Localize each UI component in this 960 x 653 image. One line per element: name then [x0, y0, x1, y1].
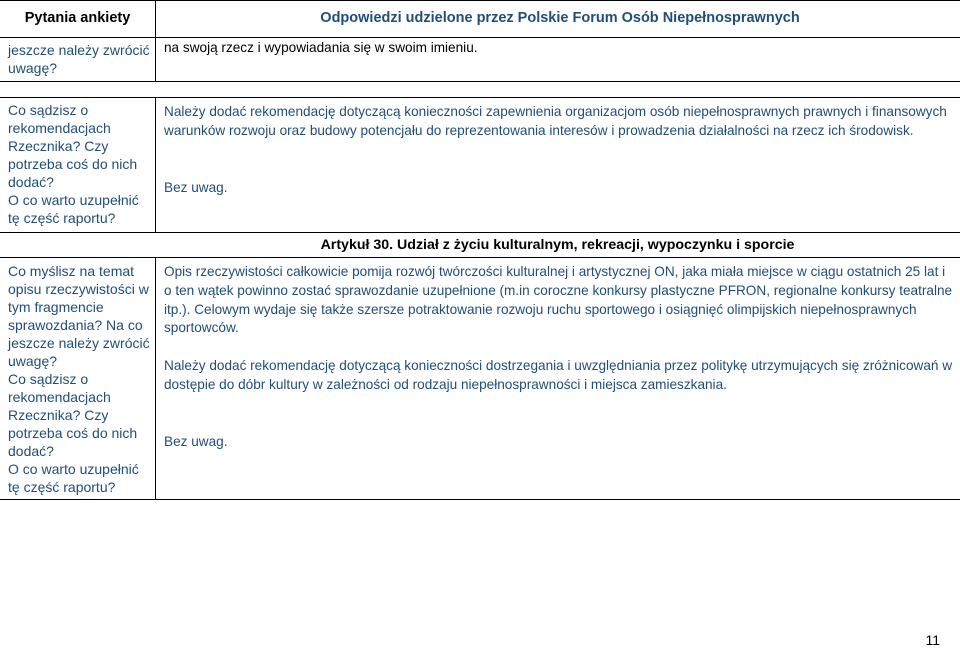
row2-answer-para1: Należy dodać rekomendację dotyczącą konieczności zapewnienia organizacjom osób niepełnosprawnych prawnych i finansowych warunków rozwoju oraz budowy potencjału do reprezentowania interesów i prowadzenia działalności na rzecz ich środowisk.: [164, 104, 947, 138]
row2-border-top: [0, 97, 960, 98]
header-border-bottom: [0, 37, 960, 38]
row1-border-bottom: [0, 81, 960, 82]
col-divider-row3: [155, 257, 156, 500]
article-border-bottom: [0, 257, 960, 258]
page-number: 11: [925, 632, 940, 648]
row3-answer-para1: Opis rzeczywistości całkowicie pomija rozwój twórczości kulturalnej i artystycznej ON, jaka miała miejsce w ciągu ostatnich 25 lat i o ten wątek powinno zostać sprawozdanie uzupełnione (m.in coroczne konkursy plastyczne PFRON, regionalne konkursy teatralne itp.). Celowym wydaje się także szersze potraktowanie rozwoju ruchu sportowego i osiągnięć olimpijskich niepełnosprawnych sportowców.: [164, 264, 953, 336]
col-divider-top: [155, 0, 156, 82]
header-col2-title: Odpowiedzi udzielone przez Polskie Forum Osób Niepełnosprawnych: [320, 10, 800, 26]
row3-answer-para3: Bez uwag.: [164, 433, 228, 449]
row2-border-bottom: [0, 232, 960, 233]
row1-answer: na swoją rzecz i wypowiadania się w swoim imieniu.: [164, 40, 478, 55]
row2-answer-para2: Bez uwag.: [164, 179, 228, 195]
table-border-top: [0, 0, 960, 1]
row3-question: Co myślisz na temat opisu rzeczywistości w tym fragmencie sprawozdania? Na co jeszcze należy zwrócić uwagę? Co sądzisz o rekomendacjach Rzecznika? Czy potrzeba coś do nich dodać? O co warto uzupełnić tę część raportu?: [8, 263, 150, 495]
row1-question: jeszcze należy zwrócić uwagę?: [8, 42, 150, 76]
article-title: Artykuł 30. Udział z życiu kulturalnym, rekreacji, wypoczynku i sporcie: [320, 237, 795, 253]
row3-answer-para2: Należy dodać rekomendację dotyczącą konieczności dostrzegania i uwzględniania przez politykę utrzymujących się zróżnicowań w dostępie do dóbr kultury w zależności od rodzaju niepełnosprawności i miejsca zamieszkania.: [164, 357, 953, 392]
col-divider-row2: [155, 97, 156, 233]
row3-answer: [164, 263, 954, 470]
row3-border-bottom: [0, 499, 960, 500]
row2-answer: [164, 103, 954, 216]
row2-question: Co sądzisz o rekomendacjach Rzecznika? Czy potrzeba coś do nich dodać? O co warto uzupełnić tę część raportu?: [8, 102, 139, 226]
header-col1-title: Pytania ankiety: [24, 10, 131, 26]
